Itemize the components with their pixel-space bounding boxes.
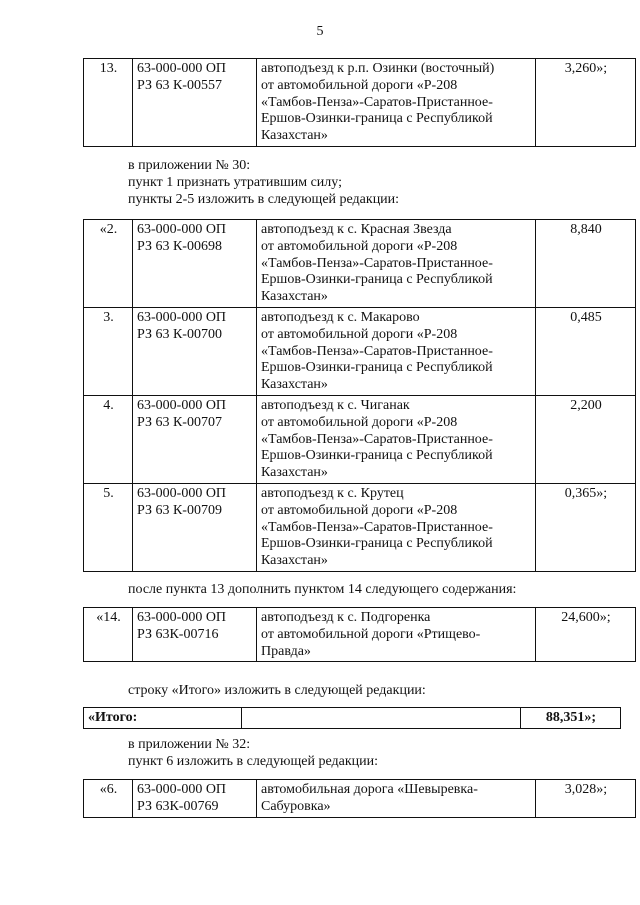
road-length: 8,840 [536,220,636,308]
table-row [84,780,636,818]
road-code: 63-000-000 ОП РЗ 63 К-00709 [133,483,257,571]
table-row [84,307,636,395]
instruction-paragraph [128,158,598,208]
road-name: автоподъезд к с. Красная Звезда от автомобильной дороги «Р-208 «Тамбов-Пенза»-Саратов-Пристанное- Ершов-Озинки-граница с Республикой Казахстан» [257,220,536,308]
item-number: 13. [84,59,133,147]
road-length: 3,028»; [536,780,636,818]
road-length: 2,200 [536,395,636,483]
instruction-line: в приложении № 30: [128,158,251,173]
instruction-paragraph [128,683,598,700]
instruction-line: в приложении № 32: [128,737,251,752]
road-length: 3,260»; [536,59,636,147]
roads-table [83,58,636,147]
road-code: 63-000-000 ОП РЗ 63 К-00557 [133,59,257,147]
instruction-line: пункт 1 признать утратившим силу; [128,174,342,190]
instruction-line: строку «Итого» изложить в следующей редакции: [128,683,426,698]
item-number: 3. [84,307,133,395]
instruction-paragraph [128,582,598,599]
item-number: 4. [84,395,133,483]
total-table [83,707,621,729]
road-length: 0,365»; [536,483,636,571]
instruction-paragraph [128,737,598,771]
page-number: 5 [316,24,324,39]
road-name: автоподъезд к с. Макарово от автомобильной дороги «Р-208 «Тамбов-Пенза»-Саратов-Пристанное- Ершов-Озинки-граница с Республикой Казахстан» [257,307,536,395]
roads-table [83,779,636,818]
road-name: автоподъезд к с. Подгоренка от автомобильной дороги «Ртищево- Правда» [257,608,536,662]
road-code: 63-000-000 ОП РЗ 63 К-00698 [133,220,257,308]
table-row [84,59,636,147]
roads-table [83,607,636,662]
table-row [84,220,636,308]
road-length: 24,600»; [536,608,636,662]
road-code: 63-000-000 ОП РЗ 63 К-00700 [133,307,257,395]
item-number: «14. [84,608,133,662]
road-code: 63-000-000 ОП РЗ 63 К-00707 [133,395,257,483]
instruction-line: пункт 6 изложить в следующей редакции: [128,753,378,769]
table-row [84,483,636,571]
roads-table [83,219,636,572]
total-empty-cell [242,708,521,729]
road-code: 63-000-000 ОП РЗ 63К-00716 [133,608,257,662]
road-name: автоподъезд к р.п. Озинки (восточный) от автомобильной дороги «Р-208 «Тамбов-Пенза»-Саратов-Пристанное- Ершов-Озинки-граница с Республикой Казахстан» [257,59,536,147]
total-row [84,708,621,729]
total-length: 88,351»; [521,708,621,729]
item-number: «2. [84,220,133,308]
road-length: 0,485 [536,307,636,395]
road-name: автоподъезд к с. Чиганак от автомобильной дороги «Р-208 «Тамбов-Пенза»-Саратов-Пристанное- Ершов-Озинки-граница с Республикой Казахстан» [257,395,536,483]
road-name: автомобильная дорога «Шевыревка- Сабуровка» [257,780,536,818]
instruction-line: пункты 2-5 изложить в следующей редакции: [128,191,400,207]
table-row [84,395,636,483]
road-name: автоподъезд к с. Крутец от автомобильной дороги «Р-208 «Тамбов-Пенза»-Саратов-Пристанное- Ершов-Озинки-граница с Республикой Казахстан» [257,483,536,571]
road-code: 63-000-000 ОП РЗ 63К-00769 [133,780,257,818]
instruction-line: после пункта 13 дополнить пунктом 14 следующего содержания: [128,582,517,597]
item-number: «6. [84,780,133,818]
total-label: «Итого: [84,708,242,729]
table-row [84,608,636,662]
item-number: 5. [84,483,133,571]
